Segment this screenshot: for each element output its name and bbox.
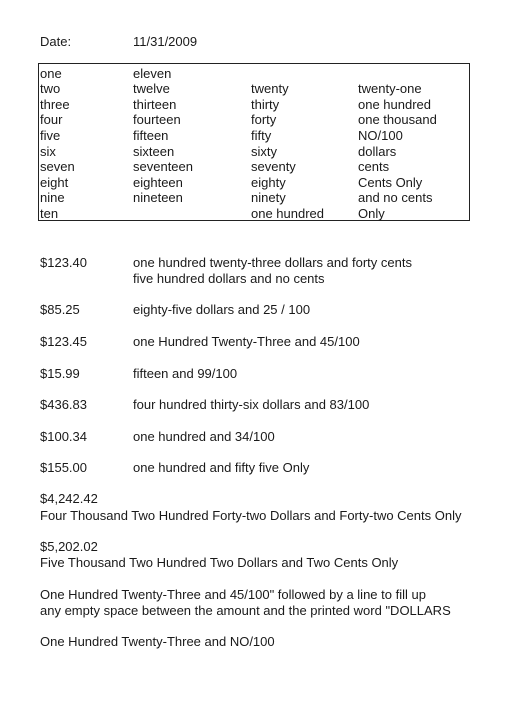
table-cell: eighteen	[133, 175, 183, 190]
amount-words: one hundred and fifty five Only	[133, 460, 310, 475]
amount-value: $85.25	[40, 302, 80, 317]
amount-value: $155.00	[40, 460, 87, 475]
table-cell: five	[40, 128, 61, 143]
amount-words: one hundred twenty-three dollars and forty cents	[133, 255, 412, 270]
amount-words: one hundred and 34/100	[133, 429, 275, 444]
table-cell: nineteen	[133, 190, 183, 205]
table-cell: one thousand	[358, 112, 437, 127]
table-cell: ninety	[251, 190, 286, 205]
table-cell: nine	[40, 190, 65, 205]
table-cell: one hundred	[358, 97, 432, 112]
table-cell: dollars	[358, 144, 397, 159]
amount-value: $100.34	[40, 429, 87, 444]
number-words-table	[38, 63, 470, 221]
table-cell: thirty	[251, 97, 280, 112]
table-cell: seventeen	[133, 159, 193, 174]
table-cell: fifteen	[133, 128, 169, 143]
table-cell: Cents Only	[358, 175, 423, 190]
table-cell: twenty	[251, 81, 289, 96]
amount-words: five hundred dollars and no cents	[133, 271, 325, 286]
table-cell: seventy	[251, 159, 296, 174]
date-label: Date:	[40, 34, 72, 49]
block-amount-value: $4,242.42	[40, 491, 98, 506]
table-cell: fourteen	[133, 112, 181, 127]
table-cell: twenty-one	[358, 81, 422, 96]
table-cell: eighty	[251, 175, 286, 190]
table-cell: and no cents	[358, 190, 433, 205]
table-cell: one	[40, 66, 62, 81]
amount-words: one Hundred Twenty-Three and 45/100	[133, 334, 360, 349]
date-value: 11/31/2009	[133, 34, 198, 49]
table-cell: ten	[40, 206, 59, 221]
table-cell: twelve	[133, 81, 170, 96]
table-cell: six	[40, 144, 56, 159]
table-cell: sixteen	[133, 144, 175, 159]
note-line: any empty space between the amount and the printed word "DOLLARS	[40, 603, 451, 618]
table-cell: NO/100	[358, 128, 403, 143]
amount-words: fifteen and 99/100	[133, 366, 238, 381]
block-amount-value: $5,202.02	[40, 539, 98, 554]
table-cell: eight	[40, 175, 69, 190]
table-cell: thirteen	[133, 97, 177, 112]
table-cell: eleven	[133, 66, 172, 81]
amount-value: $15.99	[40, 366, 80, 381]
block-amount-words: Four Thousand Two Hundred Forty-two Dollars and Forty-two Cents Only	[40, 508, 462, 523]
table-cell: cents	[358, 159, 390, 174]
table-cell: forty	[251, 112, 277, 127]
table-cell: Only	[358, 206, 385, 221]
table-cell: one hundred	[251, 206, 325, 221]
amount-value: $123.40	[40, 255, 87, 270]
table-cell: three	[40, 97, 70, 112]
note-line: One Hundred Twenty-Three and 45/100" followed by a line to fill up	[40, 587, 426, 602]
block-amount-words: Five Thousand Two Hundred Two Dollars and Two Cents Only	[40, 555, 399, 570]
amount-value: $436.83	[40, 397, 87, 412]
table-cell: two	[40, 81, 61, 96]
amount-words: eighty-five dollars and 25 / 100	[133, 302, 311, 317]
note-line: One Hundred Twenty-Three and NO/100	[40, 634, 275, 649]
amount-words: four hundred thirty-six dollars and 83/100	[133, 397, 370, 412]
table-cell: four	[40, 112, 63, 127]
table-cell: sixty	[251, 144, 277, 159]
table-cell: fifty	[251, 128, 272, 143]
amount-value: $123.45	[40, 334, 87, 349]
table-cell: seven	[40, 159, 75, 174]
